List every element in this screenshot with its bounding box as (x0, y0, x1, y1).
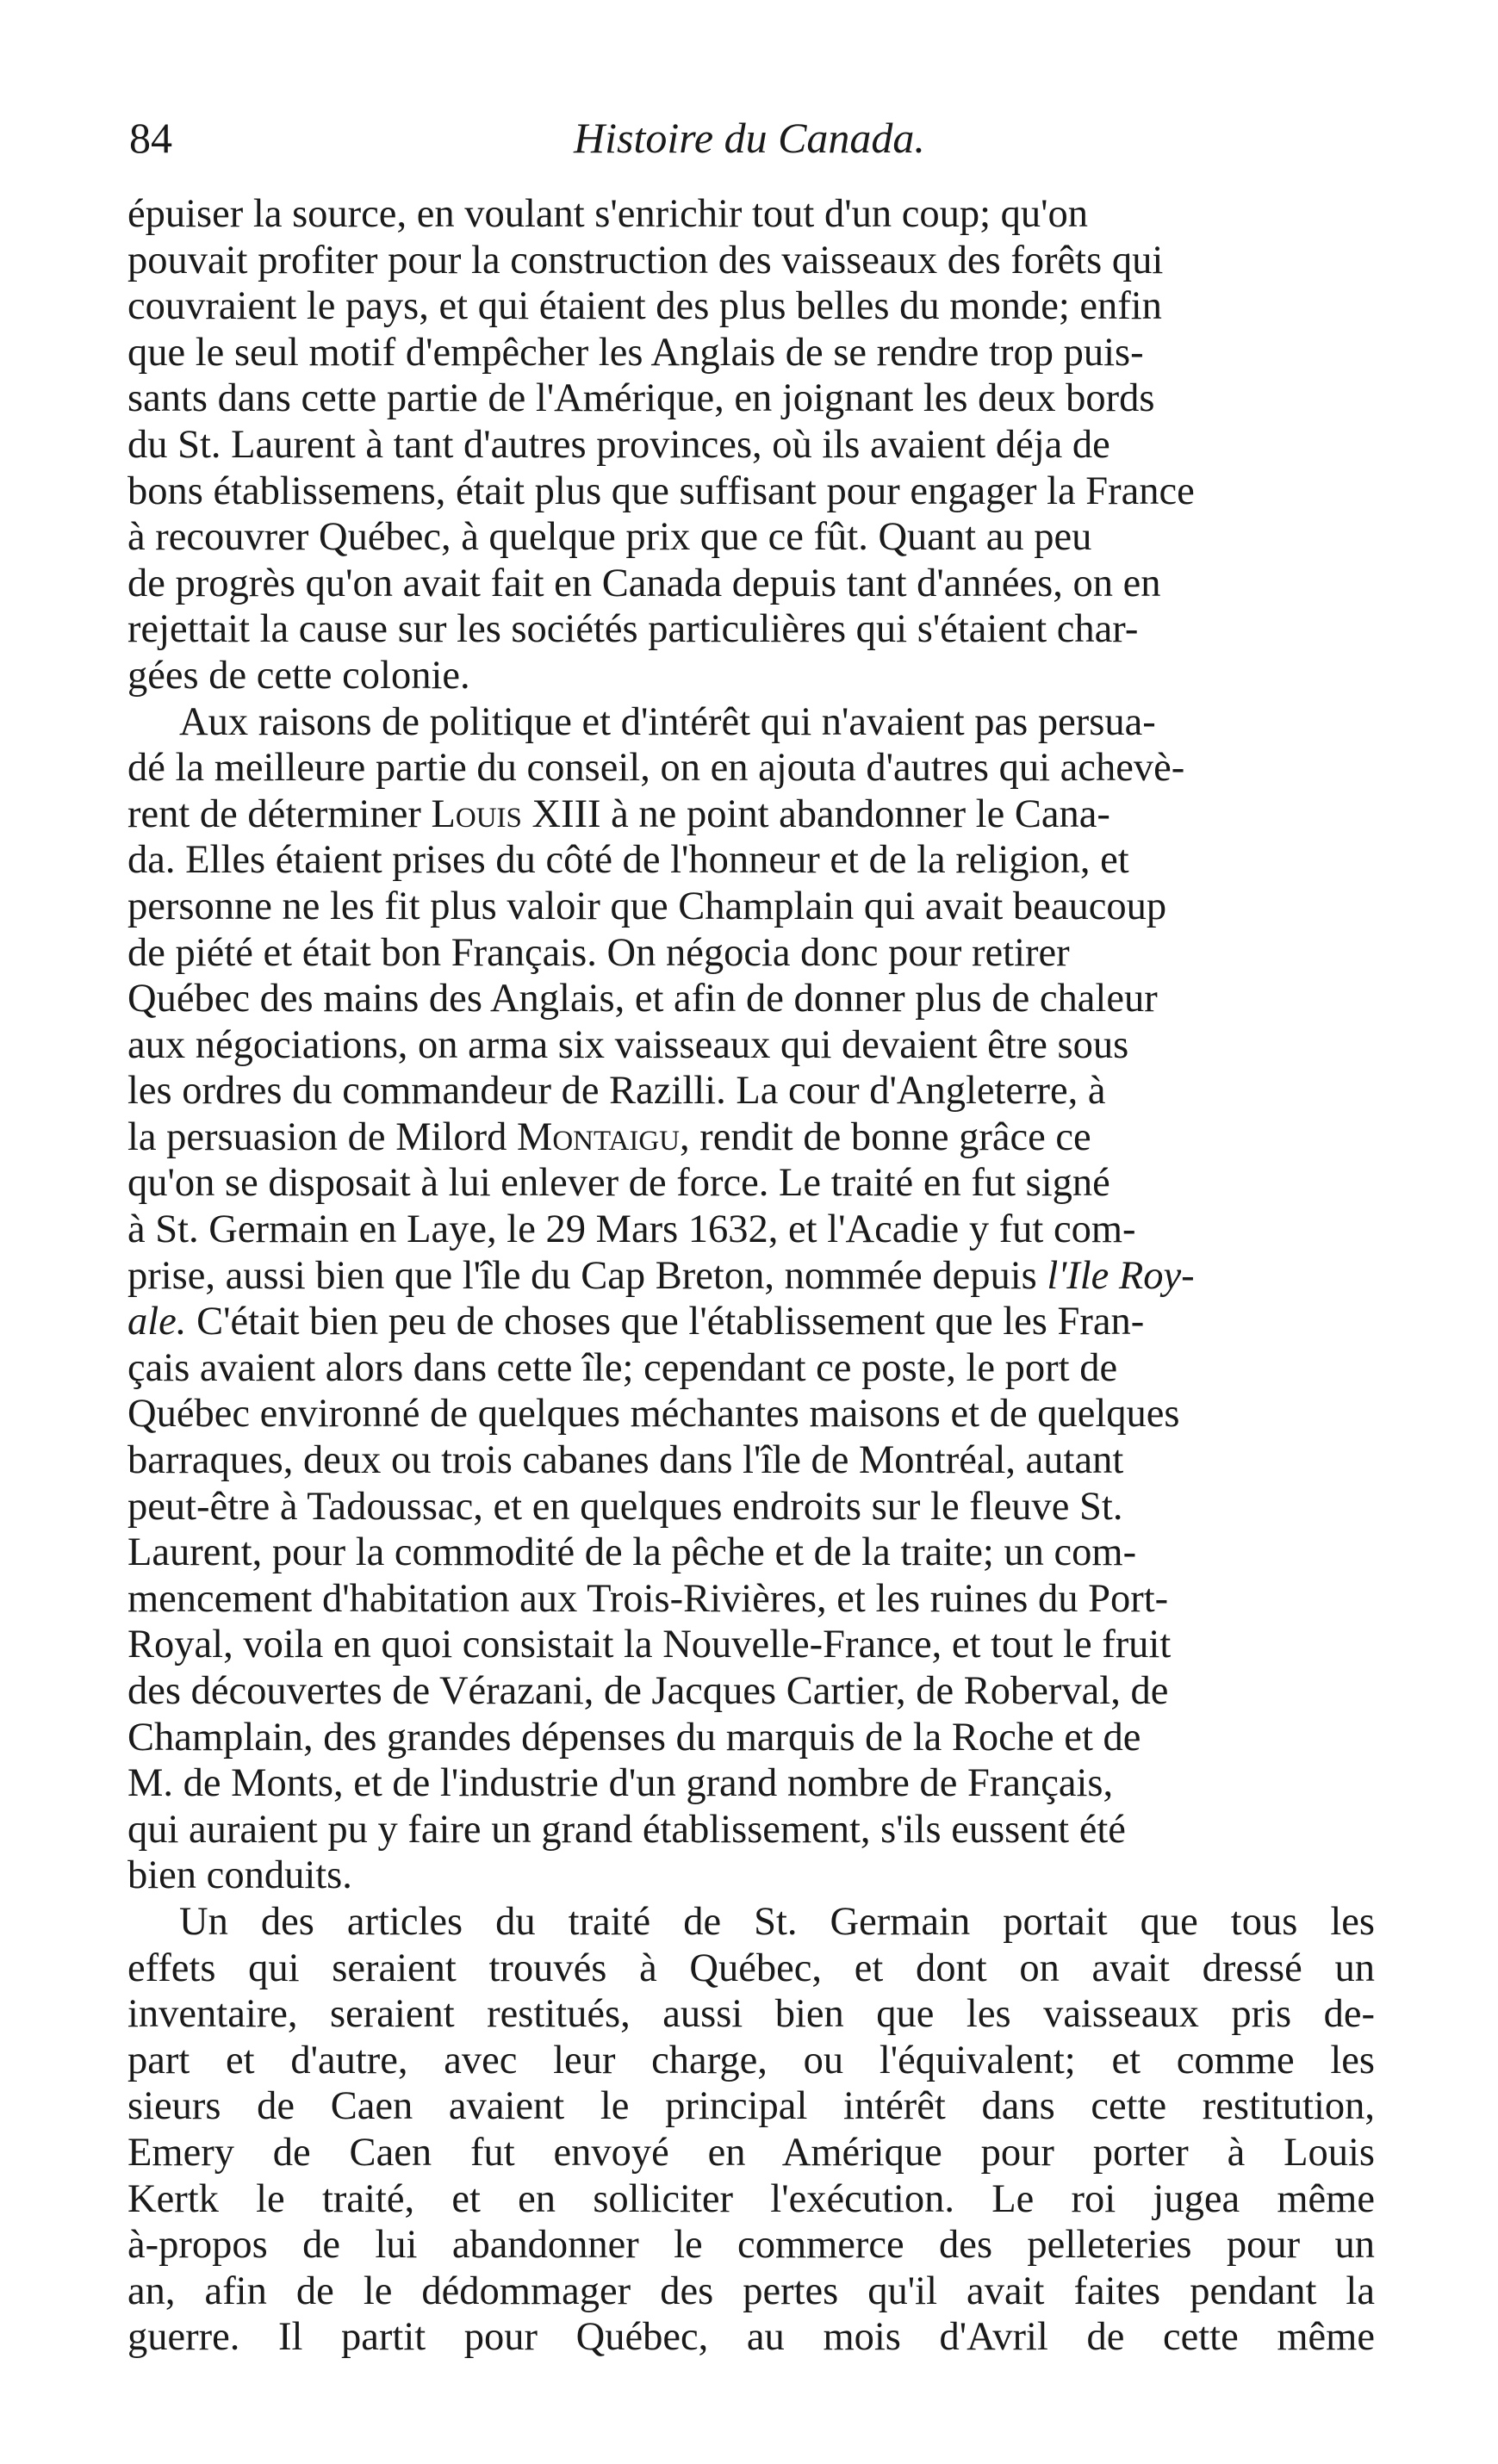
text-line: épuiser la source, en voulant s'enrichir tout d'un coup; qu'on (127, 192, 1089, 236)
text-line: Québec environné de quelques méchantes maisons et de quelques (127, 1392, 1180, 1437)
text-line: dé la meilleure partie du conseil, on en ajouta d'autres qui achevè- (127, 746, 1185, 791)
body-text (127, 191, 1375, 2361)
text-line: à-propos de lui abandonner le commerce des pelleteries pour un (127, 2223, 1375, 2268)
text-line: gées de cette colonie. (127, 653, 470, 698)
text-line: Royal, voila en quoi consistait la Nouvelle-France, et tout le fruit (127, 1623, 1172, 1667)
text-line: des découvertes de Vérazani, de Jacques Cartier, de Roberval, de (127, 1669, 1169, 1713)
text-line: les ordres du commandeur de Razilli. La cour d'Angleterre, à (127, 1069, 1106, 1114)
text-line: M. de Monts, et de l'industrie d'un grand nombre de Français, (127, 1761, 1114, 1806)
text-line: bons établissemens, était plus que suffisant pour engager la France (127, 469, 1195, 513)
text-line: guerre. Il partit pour Québec, au mois d'Avril de cette même (127, 2315, 1375, 2360)
text-line: rent de déterminer Louis XIII à ne point abandonner le Cana- (127, 791, 1110, 836)
text-line: bien conduits. (127, 1853, 352, 1898)
text-line: qui auraient pu y faire un grand établissement, s'ils eussent été (127, 1807, 1126, 1852)
paragraph-2 (127, 699, 1375, 1899)
paragraph-3 (127, 1899, 1375, 2361)
text-line: à St. Germain en Laye, le 29 Mars 1632, et l'Acadie y fut com- (127, 1207, 1136, 1252)
text-line: effets qui seraient trouvés à Québec, et dont on avait dressé un (127, 1946, 1375, 1990)
text-line: sants dans cette partie de l'Amérique, en joignant les deux bords (127, 376, 1155, 421)
text-line: da. Elles étaient prises du côté de l'honneur et de la religion, et (127, 838, 1129, 883)
text-line: que le seul motif d'empêcher les Anglais de se rendre trop puis- (127, 330, 1144, 375)
text-line: aux négociations, on arma six vaisseaux qui devaient être sous (127, 1022, 1129, 1067)
text-line: an, afin de le dédommager des pertes qu'il avait faites pendant la (127, 2268, 1375, 2313)
text-line: sieurs de Caen avaient le principal intérêt dans cette restitution, (127, 2084, 1375, 2129)
text-line: rejettait la cause sur les sociétés particulières qui s'étaient char- (127, 607, 1139, 652)
text-line: ale. C'était bien peu de choses que l'établissement que les Fran- (127, 1300, 1145, 1344)
text-line: çais avaient alors dans cette île; cependant ce poste, le port de (127, 1345, 1118, 1390)
text-line: la persuasion de Milord Montaigu, rendit de bonne grâce ce (127, 1114, 1091, 1159)
text-line: Kertk le traité, et en solliciter l'exécution. Le roi jugea même (127, 2176, 1375, 2221)
text-line: part et d'autre, avec leur charge, ou l'équivalent; et comme les (127, 2038, 1375, 2082)
text-line: à recouvrer Québec, à quelque prix que ce fût. Quant au peu (127, 515, 1092, 560)
text-line: inventaire, seraient restitués, aussi bien que les vaisseaux pris de- (127, 1992, 1375, 2037)
text-line: de piété et était bon Français. On négocia donc pour retirer (127, 930, 1070, 975)
running-title: Histoire du Canada. (574, 114, 925, 162)
text-line: Un des articles du traité de St. Germain portait que tous les (179, 1899, 1375, 1944)
text-line: du St. Laurent à tant d'autres provinces, où ils avaient déja de (127, 422, 1110, 467)
text-line: de progrès qu'on avait fait en Canada depuis tant d'années, on en (127, 561, 1161, 605)
text-line: Emery de Caen fut envoyé en Amérique pour porter à Louis (127, 2130, 1375, 2175)
text-line: Québec des mains des Anglais, et afin de donner plus de chaleur (127, 977, 1158, 1021)
text-line: couvraient le pays, et qui étaient des plus belles du monde; enfin (127, 284, 1162, 329)
text-line: mencement d'habitation aux Trois-Rivières, et les ruines du Port- (127, 1576, 1169, 1621)
text-line: personne ne les fit plus valoir que Champlain qui avait beaucoup (127, 884, 1167, 928)
paragraph-1 (127, 191, 1375, 699)
text-line: barraques, deux ou trois cabanes dans l'île de Montréal, autant (127, 1438, 1124, 1483)
text-line: Champlain, des grandes dépenses du marquis de la Roche et de (127, 1715, 1141, 1760)
page-number: 84 (129, 114, 172, 162)
text-line: qu'on se disposait à lui enlever de force. Le traité en fut signé (127, 1161, 1110, 1206)
text-line: prise, aussi bien que l'île du Cap Breton, nommée depuis l'Ile Roy- (127, 1253, 1195, 1298)
text-line: peut-être à Tadoussac, et en quelques endroits sur le fleuve St. (127, 1484, 1123, 1529)
text-line: Laurent, pour la commodité de la pêche et de la traite; un com- (127, 1530, 1137, 1575)
text-line: Aux raisons de politique et d'intérêt qui n'avaient pas persua- (179, 699, 1156, 744)
text-line: pouvait profiter pour la construction des vaisseaux des forêts qui (127, 238, 1164, 282)
page-header (129, 112, 1370, 172)
